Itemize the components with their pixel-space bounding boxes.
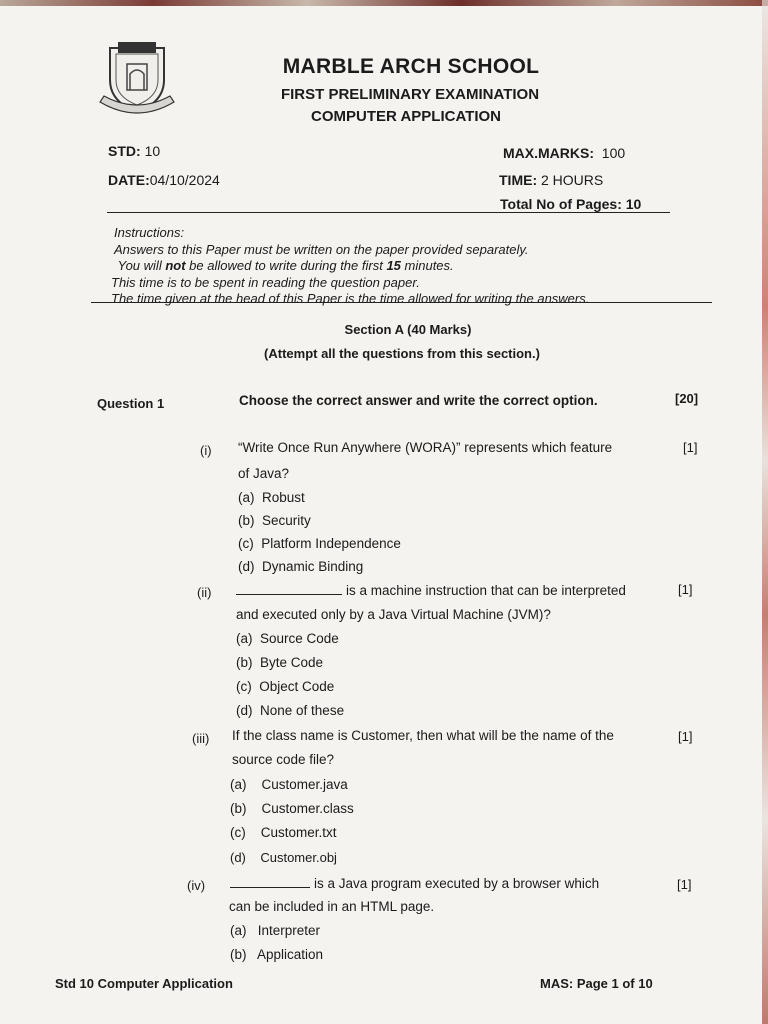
max-marks-label: MAX.MARKS: [503,145,594,161]
part-number: (i) [200,443,212,458]
answer-blank [236,582,342,595]
option: (b) Customer.class [230,801,354,816]
exam-title: FIRST PRELIMINARY EXAMINATION [280,86,540,103]
date-field [108,172,220,188]
std-value: 10 [144,143,161,159]
subject-title: COMPUTER APPLICATION [311,108,501,125]
footer-left: Std 10 Computer Application [55,976,233,991]
header-divider [107,212,670,213]
option: (d) Dynamic Binding [238,559,364,574]
total-pages-field [500,196,641,212]
option: (c) Platform Independence [238,536,401,551]
option: (d) None of these [236,703,345,718]
total-pages-label: Total No of Pages: [500,196,622,212]
instruction-line-2: You will not be allowed to write during the first 15 minutes. [117,258,454,273]
time-field [499,172,603,188]
date-value: 04/10/2024 [149,172,220,188]
option: (b) Byte Code [236,655,324,670]
part-marks: [1] [683,440,698,455]
std-label: STD: [108,143,141,159]
time-label: TIME: [499,172,538,188]
answer-blank [230,875,310,888]
option: (c) Object Code [236,679,335,694]
part-number: (ii) [197,585,212,600]
instructions-block [111,225,590,308]
question-1-instruction: Choose the correct answer and write the correct option. [239,393,598,408]
option: (b) Security [238,513,311,528]
option: (a) Source Code [236,631,339,646]
option: (c) Customer.txt [230,825,337,840]
std-field [108,143,160,159]
part-text-line-1: is a machine instruction that can be interpreted [236,582,626,598]
instructions-divider [91,302,712,303]
instruction-line-3: This time is to be spent in reading the question paper. [111,274,420,290]
part-text-line-2: can be included in an HTML page. [229,899,435,914]
option: (a) Customer.java [230,777,348,792]
section-title: Section A (40 Marks) [344,322,472,337]
question-1-label: Question 1 [97,396,165,411]
option: (b) Application [230,947,324,962]
date-label: DATE: [108,172,150,188]
page-edge-top [0,0,768,6]
instructions-heading: Instructions: [114,225,185,240]
option: (d) Customer.obj [230,850,337,865]
part-number: (iii) [192,731,210,746]
part-text-line-2: and executed only by a Java Virtual Machine (JVM)? [236,607,551,622]
part-marks: [1] [678,729,693,744]
part-number: (iv) [187,878,206,893]
part-text-line-1: “Write Once Run Anywhere (WORA)” represents which feature [238,440,613,455]
part-marks: [1] [677,877,692,892]
instruction-line-1: Answers to this Paper must be written on the paper provided separately. [114,241,529,257]
footer-page-number: MAS: Page 1 of 10 [540,976,653,991]
part-text-line-1: is a Java program executed by a browser which [230,875,599,891]
page-edge-right [762,0,768,1024]
max-marks-value: 100 [601,145,626,161]
part-text-line-2: of Java? [238,466,290,481]
part-text-line-2: source code file? [232,752,335,767]
total-pages-value: 10 [625,196,642,212]
max-marks-field [503,145,625,161]
instruction-line-4: The time given at the head of this Paper is the time allowed for writing the answers. [111,291,590,306]
question-1-marks: [20] [675,391,699,406]
option: (a) Interpreter [230,923,321,938]
option: (a) Robust [238,490,305,505]
school-crest-logo [96,40,178,118]
section-subtitle: (Attempt all the questions from this section.) [264,346,540,361]
school-name: MARBLE ARCH SCHOOL [282,55,540,78]
part-marks: [1] [678,582,693,597]
time-value: 2 HOURS [541,172,604,188]
part-text-line-1: If the class name is Customer, then what will be the name of the [232,728,614,743]
